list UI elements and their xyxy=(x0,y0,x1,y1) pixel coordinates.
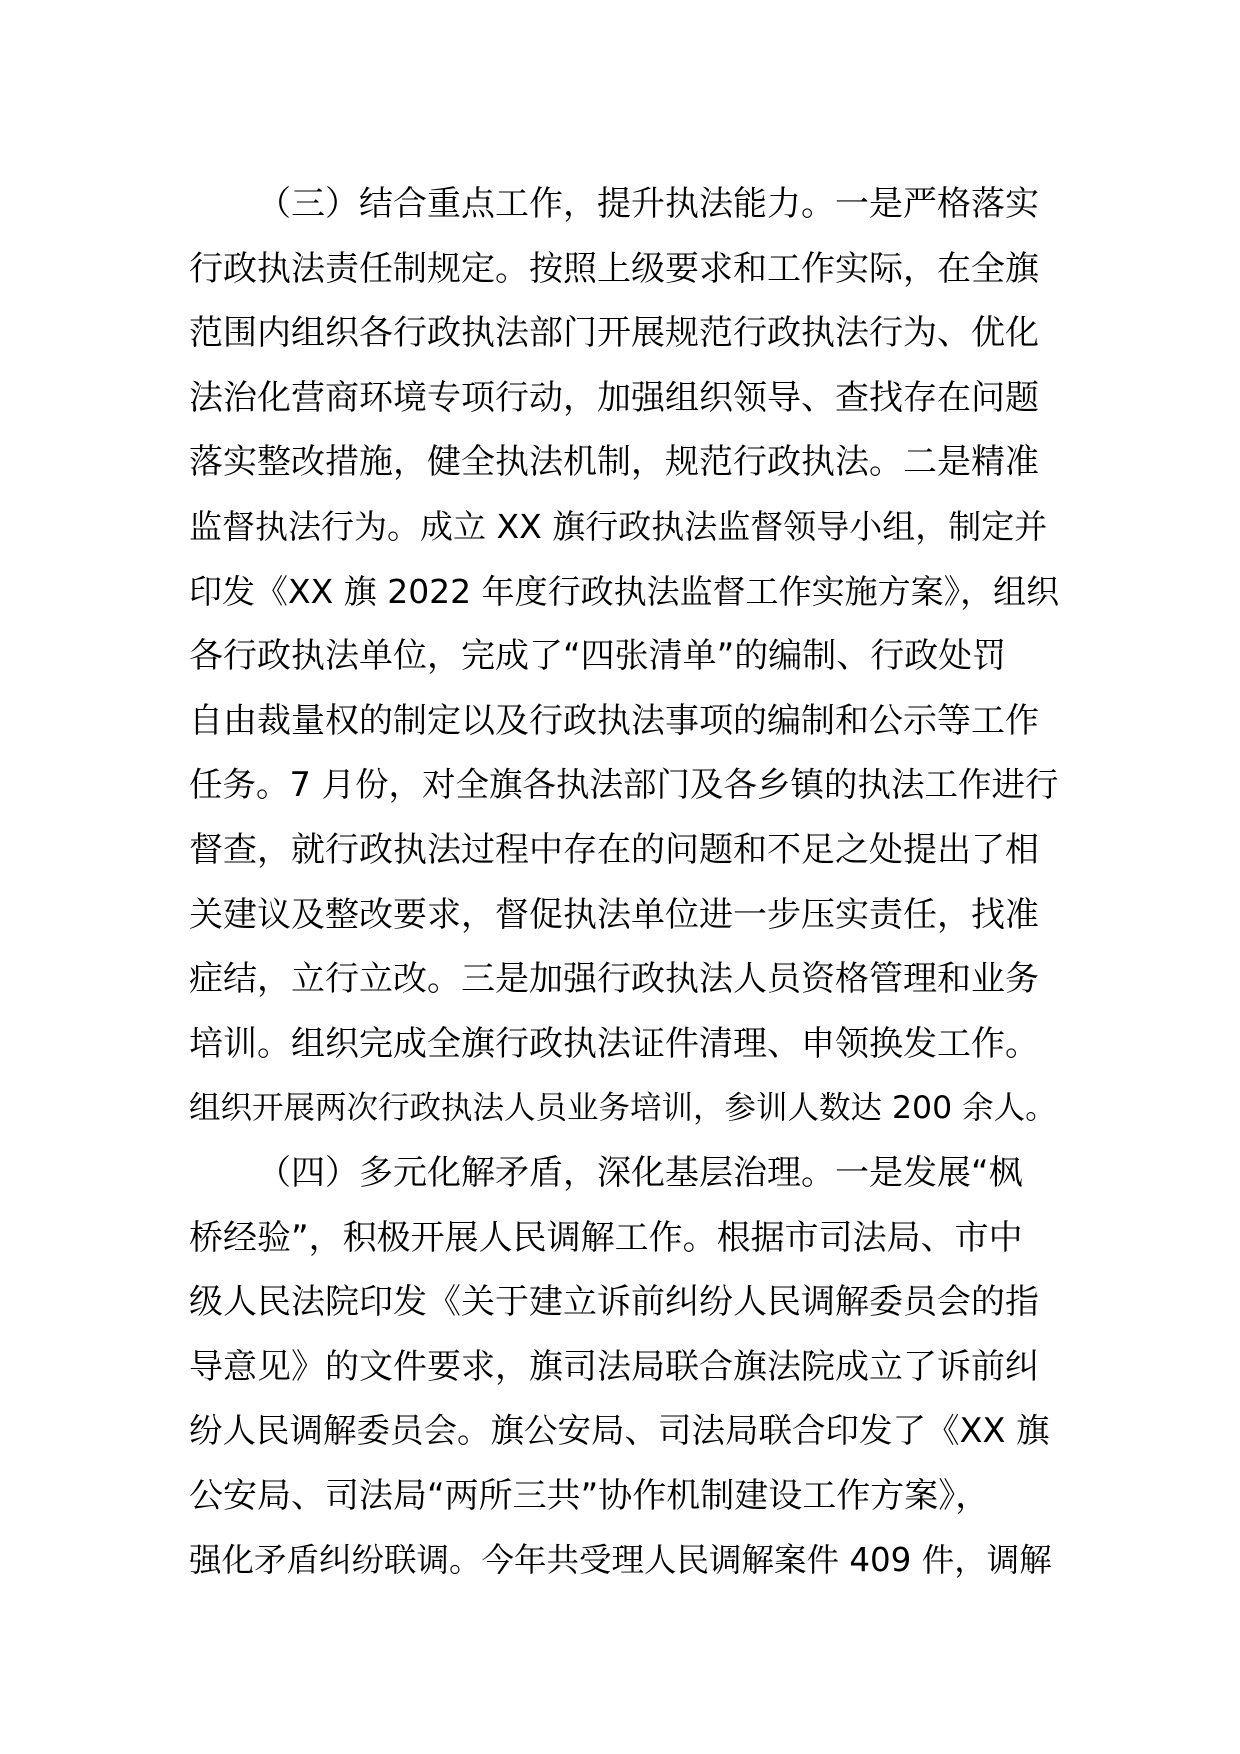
paragraph-3-line-11: 督查，就行政执法过程中存在的问题和不足之处提出了相 xyxy=(189,829,1039,870)
document-body xyxy=(189,172,1059,1593)
paragraph-3-line-2: 行政执法责任制规定。按照上级要求和工作实际，在全旗 xyxy=(189,248,1039,289)
paragraph-4-line-7: 强化矛盾纠纷联调。今年共受理人民调解案件 409 件，调解 xyxy=(189,1541,1052,1580)
paragraph-4-line-2: 桥经验”，积极开展人民调解工作。根据市司法局、市中 xyxy=(189,1217,1023,1258)
paragraph-4-line-1: （四）多元化解矛盾，深化基层治理。一是发展“枫 xyxy=(257,1152,1023,1193)
paragraph-3-line-4: 法治化营商环境专项行动，加强组织领导、查找存在问题 xyxy=(189,377,1039,418)
paragraph-3-line-15: 组织开展两次行政执法人员业务培训，参训人数达 200 余人。 xyxy=(189,1090,1057,1127)
paragraph-3-line-7: 印发《XX 旗 2022 年度行政执法监督工作实施方案》，组织 xyxy=(189,571,1060,611)
paragraph-3-line-13: 症结，立行立改。三是加强行政执法人员资格管理和业务 xyxy=(189,959,1039,1000)
paragraph-3-line-12: 关建议及整改要求，督促执法单位进一步压实责任，找准 xyxy=(189,894,1039,935)
paragraph-3-line-10: 任务。7 月份，对全旗各执法部门及各乡镇的执法工作进行 xyxy=(189,765,1059,805)
paragraph-3-line-1: （三）结合重点工作，提升执法能力。一是严格落实 xyxy=(257,184,1039,224)
paragraph-3-line-5: 落实整改措施，健全执法机制，规范行政执法。二是精准 xyxy=(189,442,1039,483)
paragraph-3-line-3: 范围内组织各行政执法部门开展规范行政执法行为、优化 xyxy=(189,313,1039,354)
paragraph-3-line-8: 各行政执法单位，完成了“四张清单”的编制、行政处罚 xyxy=(189,636,1007,677)
paragraph-4-line-6: 公安局、司法局“两所三共”协作机制建设工作方案》， xyxy=(189,1475,990,1516)
paragraph-3-line-9: 自由裁量权的制定以及行政执法事项的编制和公示等工作 xyxy=(189,700,1039,741)
paragraph-4-line-3: 级人民法院印发《关于建立诉前纠纷人民调解委员会的指 xyxy=(189,1282,1039,1323)
paragraph-3-line-6: 监督执法行为。成立 XX 旗行政执法监督领导小组，制定并 xyxy=(189,506,1048,546)
paragraph-3-line-14: 培训。组织完成全旗行政执法证件清理、申领换发工作。 xyxy=(189,1023,1039,1064)
paragraph-4-line-4: 导意见》的文件要求，旗司法局联合旗法院成立了诉前纠 xyxy=(189,1346,1039,1387)
paragraph-4-line-5: 纷人民调解委员会。旗公安局、司法局联合印发了《XX 旗 xyxy=(189,1411,1050,1451)
